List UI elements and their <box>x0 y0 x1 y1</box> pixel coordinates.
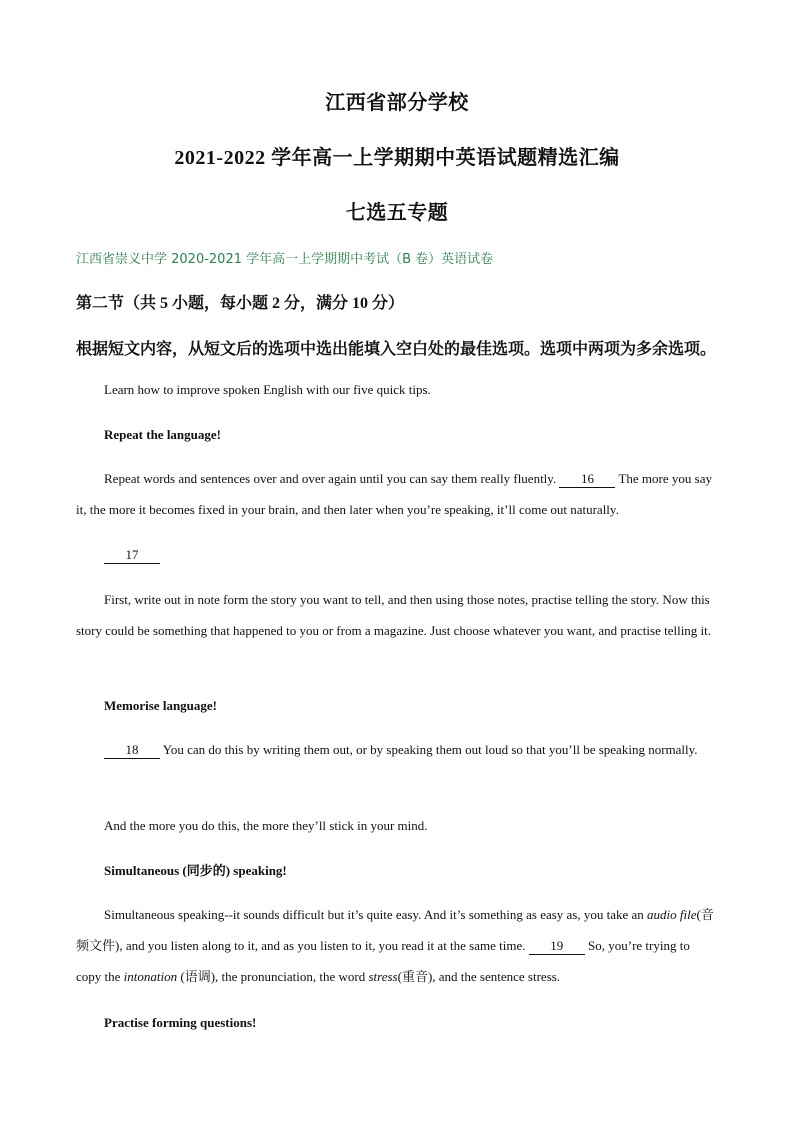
blank-17-line <box>76 539 716 570</box>
blank-16[interactable]: 16 <box>559 471 615 488</box>
text-segment: (语调), the pronunciation, the word <box>180 969 366 984</box>
subheading-repeat: Repeat the language! <box>104 427 221 442</box>
subheading-memorise: Memorise language! <box>104 698 218 713</box>
term-stress: stress <box>368 969 398 984</box>
passage-intro: Learn how to improve spoken English with our five quick tips. <box>104 382 431 397</box>
paragraph-memorise <box>76 734 716 765</box>
text-segment: Simultaneous speaking--it sounds difficult but it’s quite easy. And it’s something as easy as, you take an <box>104 907 644 922</box>
text-segment: (音频文件), and you listen along to it, and as you listen to it, you read it at the same time. <box>76 907 714 953</box>
text-segment: You can do this by writing them out, or by speaking them out loud so that you’ll be speaking normally. <box>162 742 698 757</box>
blank-18[interactable]: 18 <box>104 742 160 759</box>
text-segment: The more you say it, the more it becomes fixed in your brain, and then later when you’re speaking, it’ll come out naturally. <box>76 471 712 517</box>
paragraph-stick: And the more you do this, the more they’ll stick in your mind. <box>104 818 428 833</box>
term-intonation: intonation <box>123 969 178 984</box>
title-exam: 2021-2022 学年高一上学期期中英语试题精选汇编 <box>174 147 620 169</box>
source-note: 江西省崇义中学 2020-2021 学年高一上学期期中考试（B 卷）英语试卷 <box>76 252 494 267</box>
paragraph-story: First, write out in note form the story you want to tell, and then using those notes, practise telling the story. Now this story could be something that happened to you or from a magazine. Just choose whatever you want, and practise telling it. <box>76 592 712 638</box>
paragraph-repeat <box>76 463 716 525</box>
blank-19[interactable]: 19 <box>529 938 585 955</box>
term-audio-file: audio file <box>647 907 697 922</box>
title-topic: 七选五专题 <box>345 202 449 224</box>
text-segment: Repeat words and sentences over and over again until you can say them really fluently. <box>104 471 557 486</box>
text-segment: So, you’re trying to copy the <box>76 938 690 984</box>
paragraph-simultaneous <box>76 899 716 992</box>
section-heading: 第二节（共 5 小题，每小题 2 分，满分 10 分） <box>76 295 405 312</box>
subheading-simultaneous: Simultaneous (同步的) speaking! <box>104 863 287 878</box>
blank-17[interactable]: 17 <box>104 547 160 564</box>
subheading-questions: Practise forming questions! <box>104 1015 257 1030</box>
text-segment: (重音), and the sentence stress. <box>397 969 561 984</box>
title-region: 江西省部分学校 <box>325 92 469 114</box>
section-instruction: 根据短文内容，从短文后的选项中选出能填入空白处的最佳选项。选项中两项为多余选项。 <box>76 341 717 358</box>
